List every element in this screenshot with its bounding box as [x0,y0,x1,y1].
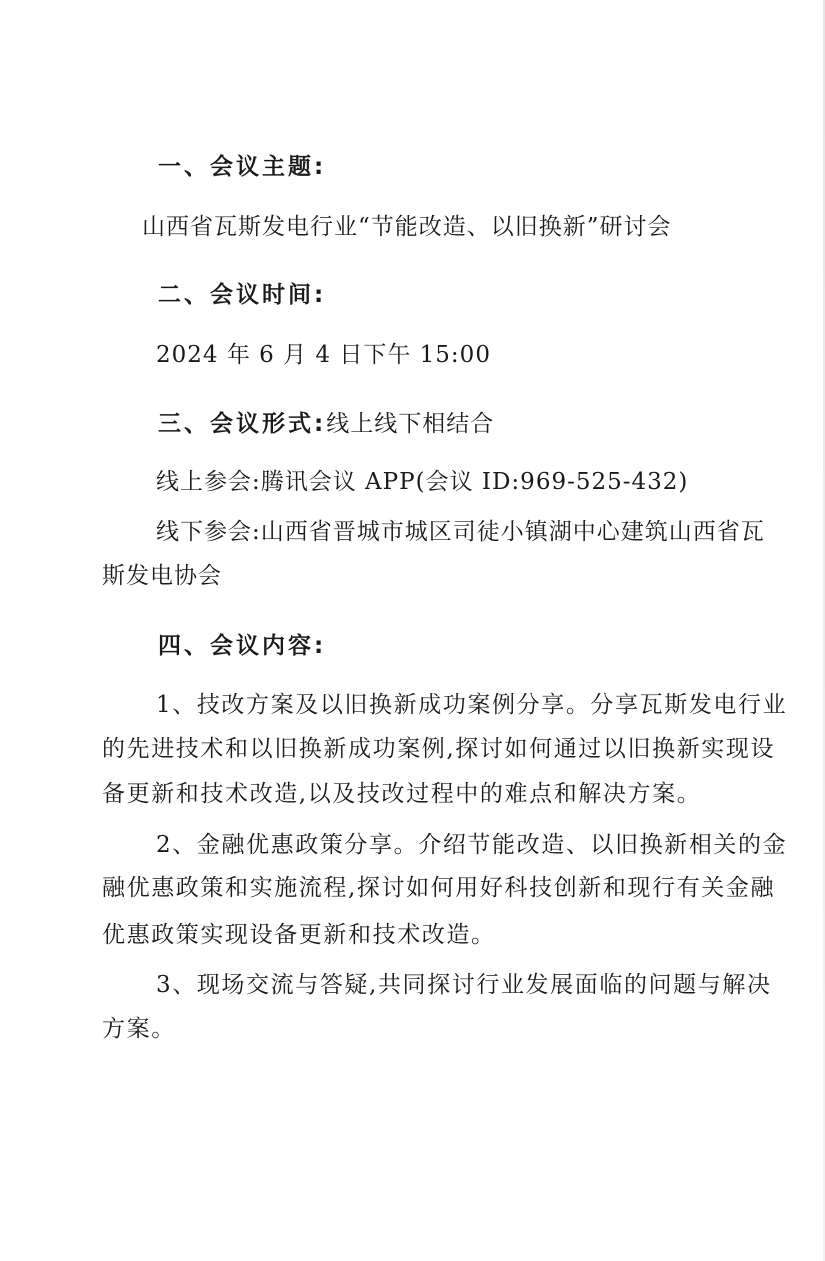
offline-line-1: 线下参会:山西省晋城市城区司徒小镇湖中心建筑山西省瓦 [156,519,765,545]
item2-line1: 2、金融优惠政策分享。介绍节能改造、以旧换新相关的金 [156,832,788,858]
content-heading: 四、会议内容: [158,633,327,659]
item3-line2: 方案。 [102,1016,176,1042]
online-line: 线上参会:腾讯会议 APP(会议 ID:969-525-432) [156,469,689,495]
format-heading: 三、会议形式: [158,411,327,437]
theme-text: 山西省瓦斯发电行业“节能改造、以旧换新”研讨会 [142,214,672,240]
theme-heading: 一、会议主题: [158,154,327,180]
format-row [158,409,494,439]
item2-line2: 融优惠政策和实施流程,探讨如何用好科技创新和现行有关金融 [102,875,776,901]
item2-line3: 优惠政策实现设备更新和技术改造。 [102,922,496,948]
time-heading: 二、会议时间: [158,282,327,308]
item3-line1: 3、现场交流与答疑,共同探讨行业发展面临的问题与解决 [156,972,772,998]
item1-line1: 1、技改方案及以旧换新成功案例分享。分享瓦斯发电行业 [156,692,788,718]
time-text: 2024 年 6 月 4 日下午 15:00 [156,342,491,368]
format-value: 线上线下相结合 [326,411,495,437]
item1-line2: 的先进技术和以旧换新成功案例,探讨如何通过以旧换新实现设 [102,736,776,762]
item1-line3: 备更新和技术改造,以及技改过程中的难点和解决方案。 [102,781,702,807]
offline-line-2: 斯发电协会 [102,563,222,589]
